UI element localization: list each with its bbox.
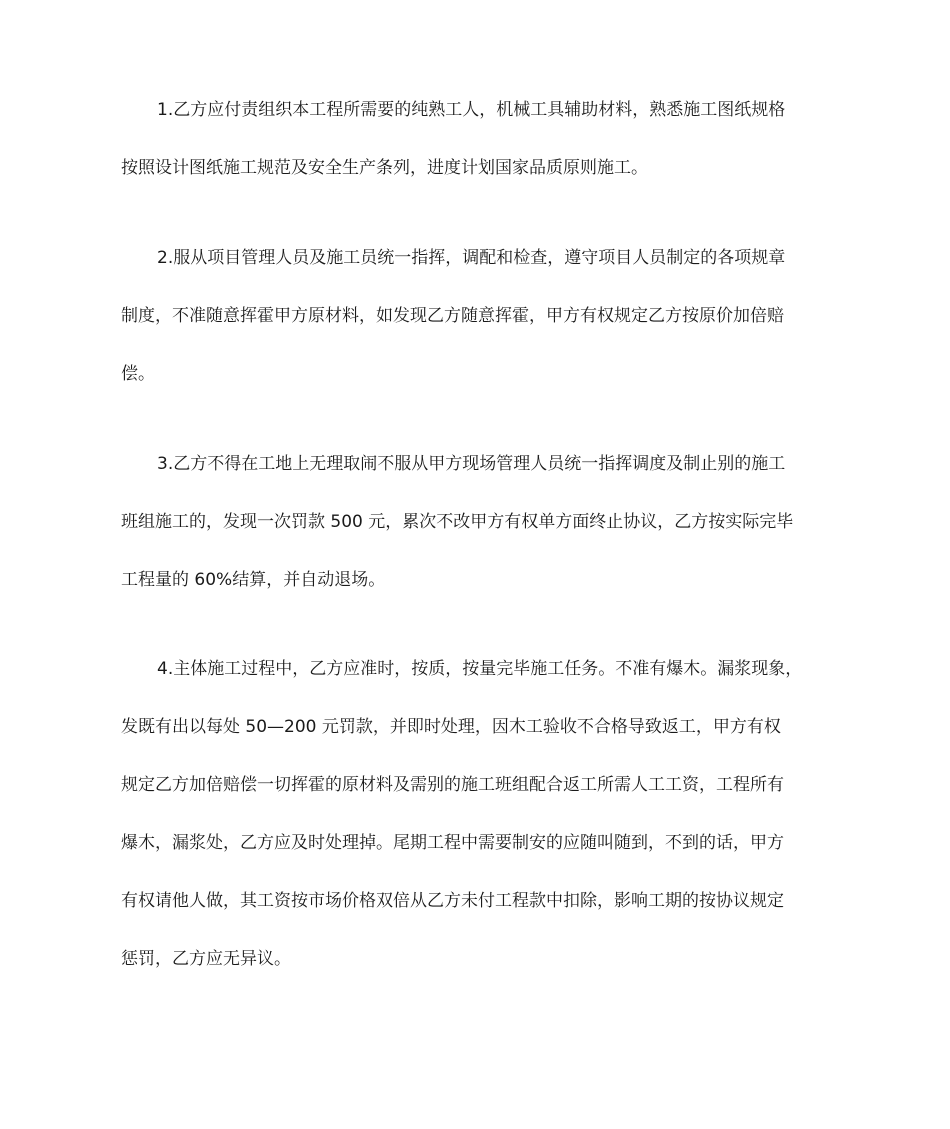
- paragraph-3-line-1: 3.乙方不得在工地上无理取闹不服从甲方现场管理人员统一指挥调度及制止别的施工: [157, 454, 786, 474]
- paragraph-2-line-1: 2.服从项目管理人员及施工员统一指挥，调配和检查，遵守项目人员制定的各项规章: [157, 248, 786, 268]
- paragraph-1-line-2: 按照设计图纸施工规范及安全生产条列，进度计划国家品质原则施工。: [121, 158, 648, 178]
- paragraph-2-line-2: 制度，不准随意挥霍甲方原材料，如发现乙方随意挥霍，甲方有权规定乙方按原价加倍赔: [121, 306, 784, 326]
- paragraph-4-line-5: 有权请他人做，其工资按市场价格双倍从乙方未付工程款中扣除，影响工期的按协议规定: [121, 891, 784, 911]
- paragraph-3-line-2: 班组施工的，发现一次罚款 500 元，累次不改甲方有权单方面终止协议，乙方按实际完毕: [121, 512, 794, 532]
- paragraph-1-line-1: 1.乙方应付责组织本工程所需要的纯熟工人，机械工具辅助材料，熟悉施工图纸规格: [157, 100, 786, 120]
- paragraph-4-line-1: 4.主体施工过程中，乙方应准时，按质，按量完毕施工任务。不准有爆木。漏浆现象，: [157, 659, 803, 679]
- paragraph-4-line-4: 爆木，漏浆处，乙方应及时处理掉。尾期工程中需要制安的应随叫随到，不到的话，甲方: [121, 833, 784, 853]
- paragraph-2-line-3: 偿。: [121, 364, 155, 384]
- paragraph-4-line-2: 发既有出以每处 50—200 元罚款，并即时处理，因木工验收不合格导致返工，甲方有权: [121, 717, 781, 737]
- paragraph-4-line-3: 规定乙方加倍赔偿一切挥霍的原材料及需别的施工班组配合返工所需人工工资，工程所有: [121, 775, 784, 795]
- paragraph-4-line-6: 惩罚，乙方应无异议。: [121, 949, 291, 969]
- paragraph-3-line-3: 工程量的 60%结算，并自动退场。: [121, 570, 386, 590]
